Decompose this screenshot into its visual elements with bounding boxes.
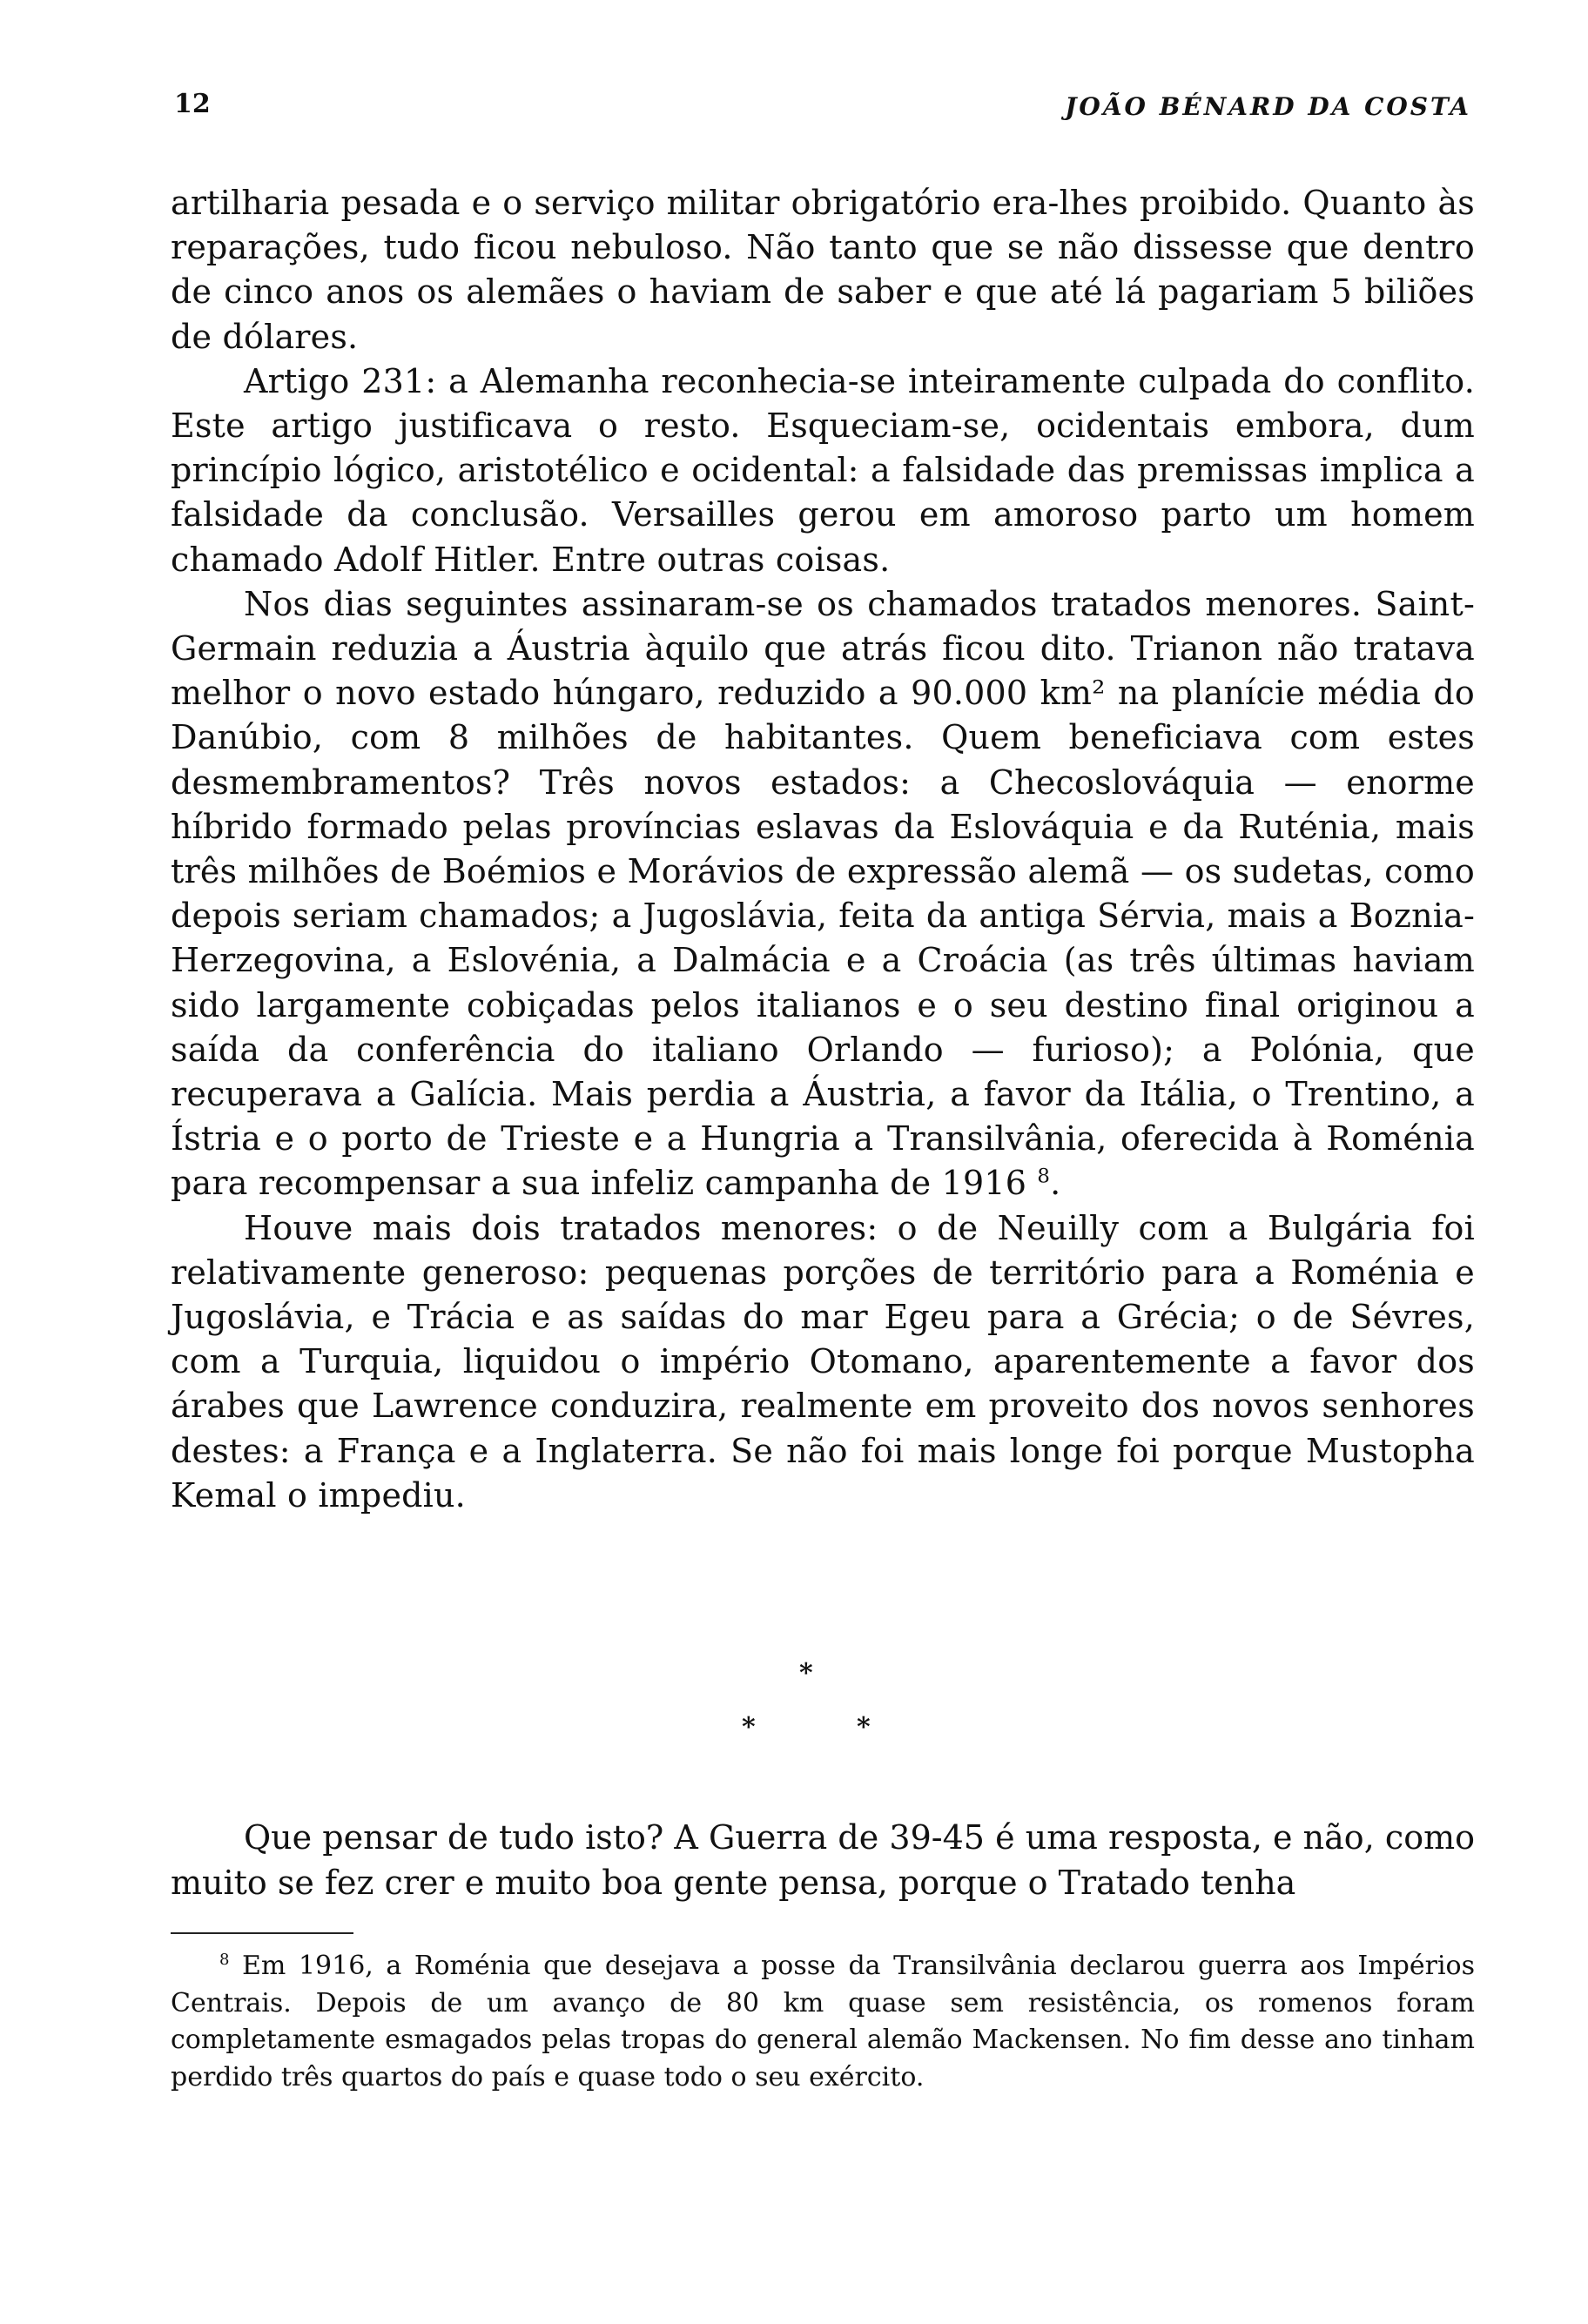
- asterisk: *: [857, 1712, 871, 1743]
- footnote-text: Em 1916, a Roménia que desejava a posse da Transilvânia declarou guerra aos Impérios Centrais. Depois de um avanço de 80 km quase sem resistência, os romenos foram completamente esmagados pelas tropas do general alemão Mackensen. No fim desse ano tinham perdido três quartos do país e quase todo o seu exército.: [171, 1951, 1475, 2092]
- paragraph: Artigo 231: a Alemanha reconhecia-se inteiramente culpada do conflito. Este artigo justificava o resto. Esqueciam-se, ocidentais embora, dum princípio lógico, aristotélico e ocidental: a falsidade das premissas implica a falsidade da conclusão. Versailles gerou em amoroso parto um homem chamado Adolf Hitler. Entre outras coisas.: [171, 361, 1475, 579]
- footnote-divider: [171, 1932, 353, 1934]
- page-header: [174, 89, 1471, 124]
- paragraph: Que pensar de tudo isto? A Guerra de 39-45 é uma resposta, e não, como muito se fez crer e muito boa gente pensa, porque o Tratado tenha: [171, 1818, 1475, 1902]
- asterisk: *: [799, 1658, 813, 1689]
- closing-text: [171, 1815, 1475, 1905]
- footnote-marker: 8: [219, 1951, 230, 1969]
- asterisk: *: [742, 1712, 756, 1743]
- footnote: [171, 1948, 1475, 2096]
- paragraph: artilharia pesada e o serviço militar obrigatório era-lhes proibido. Quanto às reparações, tudo ficou nebuloso. Não tanto que se não dissesse que dentro de cinco anos os alemães o haviam de saber e que até lá pagariam 5 biliões de dólares.: [171, 184, 1475, 356]
- paragraph-end: .: [1050, 1164, 1061, 1203]
- page-number: 12: [174, 89, 211, 119]
- paragraph: Houve mais dois tratados menores: o de Neuilly com a Bulgária foi relativamente generoso: pequenas porções de território para a Roménia e Jugoslávia, e Trácia e as saídas do mar Egeu para a Grécia; o de Sévres, com a Turquia, liquidou o império Otomano, aparentemente a favor dos árabes que Lawrence conduzira, realmente em proveito dos novos senhores destes: a França e a Inglaterra. Se não foi mais longe foi porque Mustopha Kemal o impediu.: [171, 1208, 1475, 1515]
- running-head: JOÃO BÉNARD DA COSTA: [1065, 92, 1471, 121]
- footnote-body: [171, 1948, 1475, 2096]
- paragraph: [171, 582, 1475, 1206]
- paragraph-text: Nos dias seguintes assinaram-se os chamados tratados menores. Saint-Germain reduzia a Áustria àquilo que atrás ficou dito. Trianon não tratava melhor o novo estado húngaro, reduzido a 90.000 km² na planície média do Danúbio, com 8 milhões de habitantes. Quem beneficiava com estes desmembramentos? Três novos estados: a Checoslováquia — enorme híbrido formado pelas províncias eslavas da Eslováquia e da Ruténia, mais três milhões de Boémios e Morávios de expressão alemã — os sudetas, como depois seriam chamados; a Jugoslávia, feita da antiga Sérvia, mais a Boznia-Herzegovina, a Eslovénia, a Dalmácia e a Croácia (as três últimas haviam sido largamente cobiçadas pelos italianos e o seu destino final originou a saída da conferência do italiano Orlando — furioso); a Polónia, que recuperava a Galícia. Mais perdia a Áustria, a favor da Itália, o Trentino, a Ístria e o porto de Trieste e a Hungria a Transilvânia, oferecida à Roménia para recompensar a sua infeliz campanha de 1916: [171, 584, 1475, 1203]
- section-break: [0, 1658, 1588, 1754]
- footnote-reference[interactable]: 8: [1037, 1165, 1051, 1188]
- main-text: [171, 181, 1475, 1518]
